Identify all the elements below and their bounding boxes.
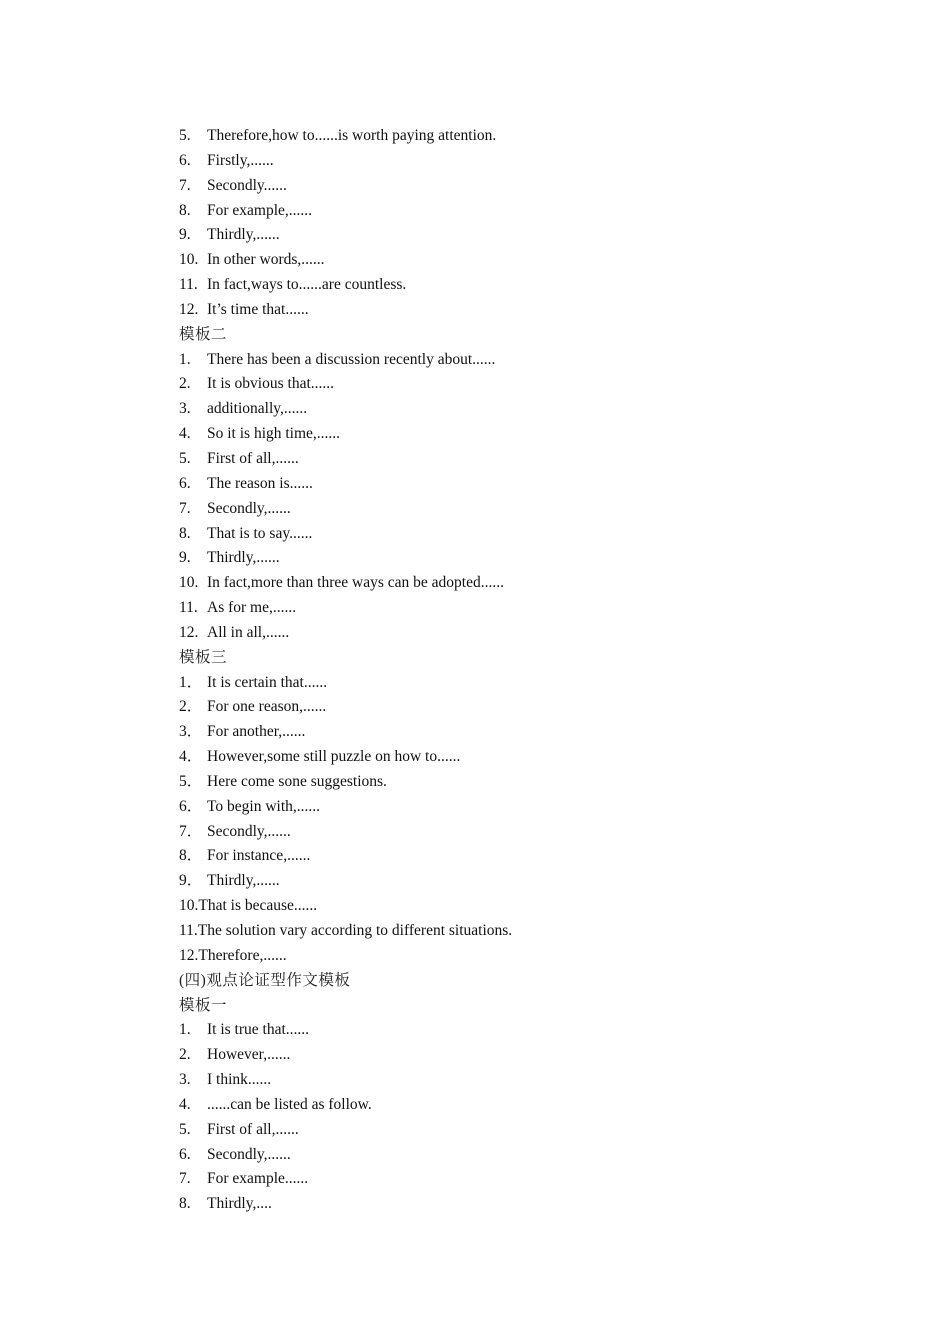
list-item	[179, 422, 799, 447]
item-text: However,some still puzzle on how to......	[207, 748, 461, 766]
list-item: 12.Therefore,......	[179, 946, 287, 964]
template-list-section3	[179, 646, 799, 969]
list-item	[179, 596, 799, 621]
item-text: Thirdly,......	[207, 872, 280, 890]
item-text: For example......	[207, 1170, 309, 1188]
item-text: Secondly,......	[207, 1145, 291, 1163]
item-text: In fact,ways to......are countless.	[207, 276, 407, 294]
item-text: ......can be listed as follow.	[207, 1095, 372, 1113]
list-item	[179, 1043, 799, 1068]
item-number: 3.	[179, 400, 191, 418]
list-item	[179, 720, 799, 745]
list-item	[179, 273, 799, 298]
item-number: 11.	[179, 276, 198, 294]
item-number: 6.	[179, 474, 191, 492]
list-item	[179, 372, 799, 397]
item-number: 5．	[179, 772, 203, 790]
item-text: It is obvious that......	[207, 375, 335, 393]
item-number: 6.	[179, 1145, 191, 1163]
item-text: I think......	[207, 1071, 272, 1089]
list-item	[179, 447, 799, 472]
list-item	[179, 546, 799, 571]
item-number: 7.	[179, 176, 191, 194]
item-text: That is to say......	[207, 524, 313, 542]
item-text: There has been a discussion recently about......	[207, 350, 496, 368]
item-number: 9.	[179, 549, 191, 567]
item-number: 9．	[179, 872, 203, 890]
item-number: 4.	[179, 425, 191, 443]
item-number: 5.	[179, 1120, 191, 1138]
item-text: In fact,more than three ways can be adopted......	[207, 574, 504, 592]
item-number: 8.	[179, 1195, 191, 1213]
item-text: additionally,......	[207, 400, 308, 418]
template-list-section1	[179, 124, 799, 323]
section-heading: 模板二	[179, 325, 228, 343]
list-item	[179, 1167, 799, 1192]
section-heading: 模板三	[179, 648, 228, 666]
item-number: 7．	[179, 822, 203, 840]
item-text: To begin with,......	[207, 797, 321, 815]
list-item	[179, 149, 799, 174]
item-number: 2．	[179, 698, 203, 716]
item-number: 7.	[179, 1170, 191, 1188]
item-text: Firstly,......	[207, 151, 274, 169]
item-number: 5.	[179, 449, 191, 467]
list-item	[179, 820, 799, 845]
list-item	[179, 1118, 799, 1143]
item-text: Thirdly,......	[207, 226, 280, 244]
item-text: Thirdly,....	[207, 1195, 272, 1213]
list-item	[179, 248, 799, 273]
item-number: 2.	[179, 1046, 191, 1064]
list-item	[179, 1192, 799, 1217]
list-item	[179, 695, 799, 720]
item-text: It is certain that......	[207, 673, 328, 691]
item-text: Secondly,......	[207, 822, 291, 840]
item-number: 10.	[179, 574, 199, 592]
item-text: First of all,......	[207, 1120, 299, 1138]
section-heading: (四)观点论证型作文模板	[179, 971, 351, 989]
item-number: 6．	[179, 797, 203, 815]
item-number: 11.	[179, 599, 198, 617]
item-text: It’s time that......	[207, 300, 309, 318]
item-number: 10.	[179, 251, 199, 269]
item-text: First of all,......	[207, 449, 299, 467]
list-item	[179, 124, 799, 149]
list-item: 10.That is because......	[179, 897, 318, 915]
list-item	[179, 869, 799, 894]
list-item	[179, 497, 799, 522]
list-item	[179, 174, 799, 199]
item-number: 8.	[179, 524, 191, 542]
item-text: For one reason,......	[207, 698, 327, 716]
item-number: 8．	[179, 847, 203, 865]
template-list-section4	[179, 969, 799, 1217]
item-text: Here come sone suggestions.	[207, 772, 387, 790]
item-number: 12.	[179, 300, 199, 318]
item-number: 7.	[179, 499, 191, 517]
list-item	[179, 571, 799, 596]
item-number: 2.	[179, 375, 191, 393]
item-number: 12.	[179, 623, 199, 641]
item-text: Secondly,......	[207, 499, 291, 517]
document-content	[179, 124, 799, 1217]
item-text: Therefore,how to......is worth paying attention.	[207, 127, 497, 144]
item-text: It is true that......	[207, 1021, 310, 1039]
item-text: In other words,......	[207, 251, 325, 269]
item-number: 4．	[179, 748, 203, 766]
list-item	[179, 348, 799, 373]
list-item	[179, 1068, 799, 1093]
list-item	[179, 795, 799, 820]
list-item	[179, 671, 799, 696]
list-item	[179, 621, 799, 646]
item-number: 6.	[179, 151, 191, 169]
item-number: 1.	[179, 1021, 191, 1039]
item-text: For example,......	[207, 201, 313, 219]
list-item	[179, 199, 799, 224]
item-text: So it is high time,......	[207, 425, 341, 443]
list-item	[179, 770, 799, 795]
item-text: The reason is......	[207, 474, 313, 492]
list-item	[179, 1093, 799, 1118]
list-item	[179, 298, 799, 323]
item-number: 1．	[179, 673, 203, 691]
item-number: 8.	[179, 201, 191, 219]
template-list-section2	[179, 323, 799, 646]
item-number: 3．	[179, 723, 203, 741]
list-item	[179, 844, 799, 869]
item-number: 3.	[179, 1071, 191, 1089]
list-item	[179, 1143, 799, 1168]
list-item	[179, 1018, 799, 1043]
list-item: 11.The solution vary according to different situations.	[179, 922, 513, 939]
list-item	[179, 472, 799, 497]
item-number: 9.	[179, 226, 191, 244]
section-subheading: 模板一	[179, 996, 228, 1014]
item-text: Thirdly,......	[207, 549, 280, 567]
list-item	[179, 223, 799, 248]
item-text: For instance,......	[207, 847, 311, 865]
item-number: 1.	[179, 350, 191, 368]
list-item	[179, 745, 799, 770]
item-text: As for me,......	[207, 599, 297, 617]
item-text: All in all,......	[207, 623, 290, 641]
item-number: 4.	[179, 1095, 191, 1113]
item-text: For another,......	[207, 723, 306, 741]
item-text: However,......	[207, 1046, 291, 1064]
list-item	[179, 397, 799, 422]
list-item	[179, 522, 799, 547]
item-text: Secondly......	[207, 176, 287, 194]
item-number: 5.	[179, 127, 191, 144]
